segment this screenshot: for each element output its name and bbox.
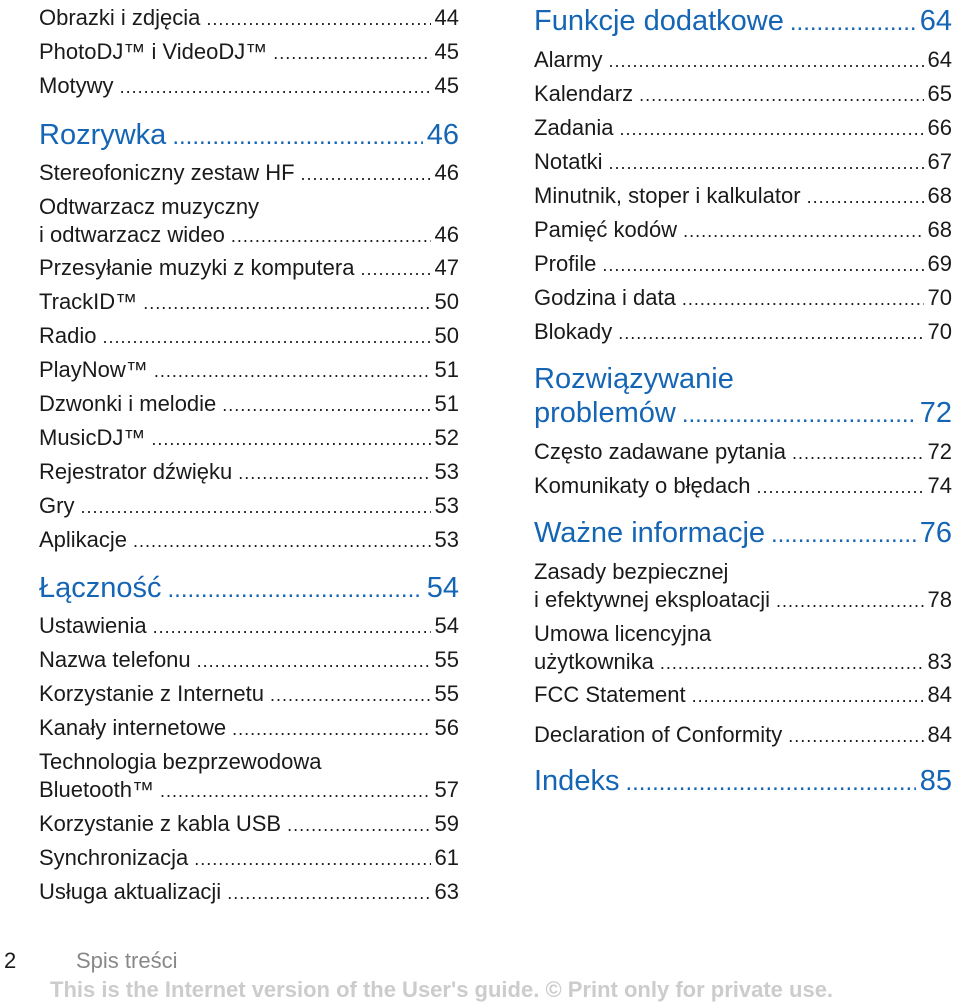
toc-entry[interactable]: Notatki ..... 67	[534, 148, 952, 177]
toc-entry[interactable]: Kalendarz ..... 65	[534, 80, 952, 109]
toc-entry[interactable]: Obrazki i zdjęcia ..... 44	[39, 4, 459, 33]
toc-section-heading[interactable]: Funkcje dodatkowe ..... 64	[534, 4, 952, 40]
toc-entry[interactable]: FCC Statement ..... 84	[534, 681, 952, 710]
toc-entry[interactable]: Godzina i data ..... 70	[534, 284, 952, 313]
toc-section-heading[interactable]: Rozwiązywanie problemów ..... 72	[534, 362, 952, 432]
toc-entry[interactable]: Kanały internetowe ..... 56	[39, 714, 459, 743]
toc-entry[interactable]: MusicDJ™ ..... 52	[39, 424, 459, 453]
toc-entry[interactable]: Blokady ..... 70	[534, 318, 952, 347]
toc-entry[interactable]: Technologia bezprzewodowa Bluetooth™ ..... 57	[39, 748, 459, 805]
toc-entry[interactable]: Motywy ..... 45	[39, 72, 459, 101]
toc-entry[interactable]: Nazwa telefonu ..... 55	[39, 646, 459, 675]
toc-entry[interactable]: Odtwarzacz muzyczny i odtwarzacz wideo ..... 46	[39, 193, 459, 250]
toc-entry[interactable]: Declaration of Conformity ..... 84	[534, 721, 952, 750]
toc-entry[interactable]: Stereofoniczny zestaw HF ..... 46	[39, 159, 459, 188]
toc-entry[interactable]: PlayNow™ ..... 51	[39, 356, 459, 385]
toc-entry[interactable]: Gry ..... 53	[39, 492, 459, 521]
toc-entry[interactable]: Często zadawane pytania ..... 72	[534, 438, 952, 467]
toc-entry[interactable]: Korzystanie z Internetu ..... 55	[39, 680, 459, 709]
toc-entry[interactable]: Korzystanie z kabla USB ..... 59	[39, 810, 459, 839]
toc-entry[interactable]: Zadania ..... 66	[534, 114, 952, 143]
toc-entry[interactable]: Minutnik, stoper i kalkulator ..... 68	[534, 182, 952, 211]
toc-entry[interactable]: Radio ..... 50	[39, 322, 459, 351]
page-number: 2	[4, 948, 17, 973]
toc-entry[interactable]: Alarmy ..... 64	[534, 46, 952, 75]
watermark-text: This is the Internet version of the User's guide. © Print only for private use.	[50, 977, 834, 1002]
toc-section-heading[interactable]: Ważne informacje ..... 76	[534, 516, 952, 552]
section-title: Spis treści	[76, 948, 178, 973]
toc-entry[interactable]: Umowa licencyjna użytkownika ..... 83	[534, 620, 952, 677]
toc-entry[interactable]: Pamięć kodów ..... 68	[534, 216, 952, 245]
toc-entry[interactable]: PhotoDJ™ i VideoDJ™ ..... 45	[39, 38, 459, 67]
toc-entry[interactable]: Komunikaty o błędach ..... 74	[534, 472, 952, 501]
toc-entry[interactable]: Aplikacje ..... 53	[39, 526, 459, 555]
toc-section-heading[interactable]: Indeks ..... 85	[534, 764, 952, 800]
toc-entry[interactable]: Przesyłanie muzyki z komputera ..... 47	[39, 254, 459, 283]
toc-section-heading[interactable]: Łączność ..... 54	[39, 571, 459, 607]
toc-entry[interactable]: Zasady bezpiecznej i efektywnej eksploatacji ..... 78	[534, 558, 952, 615]
toc-entry[interactable]: Rejestrator dźwięku ..... 53	[39, 458, 459, 487]
toc-entry[interactable]: Profile ..... 69	[534, 250, 952, 279]
toc-entry[interactable]: Usługa aktualizacji ..... 63	[39, 878, 459, 907]
toc-entry[interactable]: Ustawienia ..... 54	[39, 612, 459, 641]
toc-section-heading[interactable]: Rozrywka ..... 46	[39, 118, 459, 154]
toc-entry[interactable]: TrackID™ ..... 50	[39, 288, 459, 317]
toc-entry[interactable]: Synchronizacja ..... 61	[39, 844, 459, 873]
toc-entry[interactable]: Dzwonki i melodie ..... 51	[39, 390, 459, 419]
